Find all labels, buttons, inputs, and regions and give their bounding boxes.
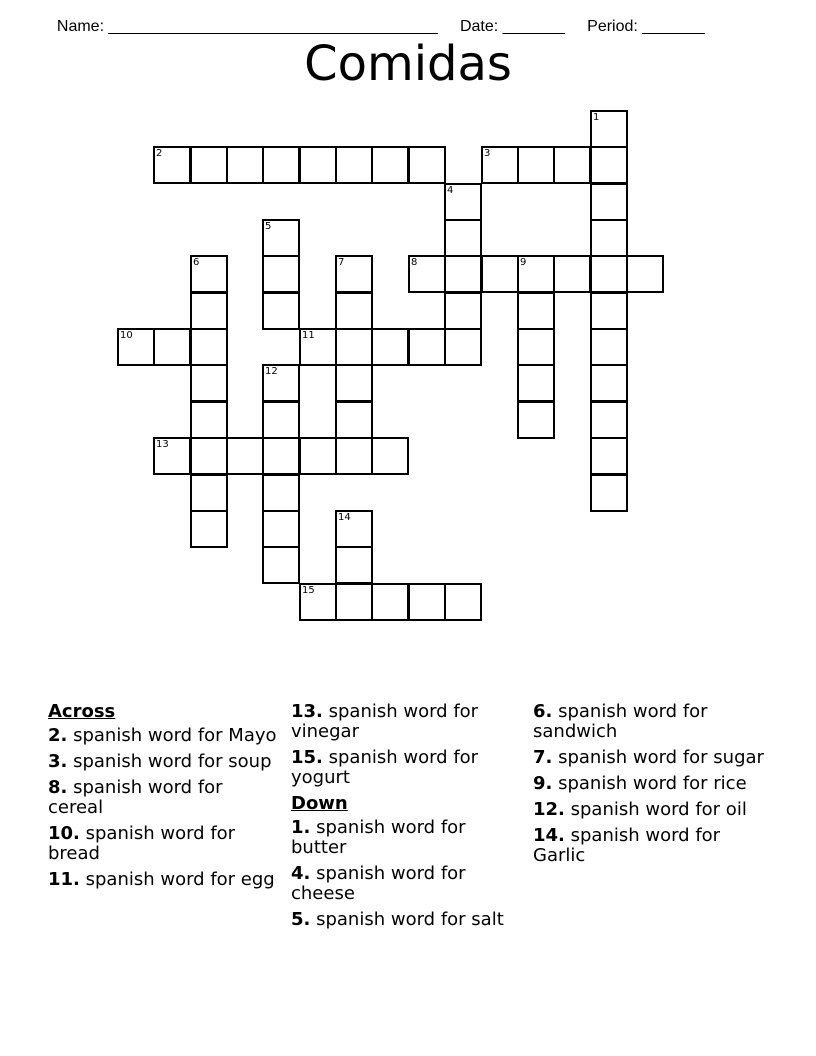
grid-cell[interactable] <box>262 474 300 512</box>
grid-cell[interactable] <box>299 146 337 184</box>
grid-cell[interactable] <box>444 183 482 221</box>
clue-number: 2. <box>48 725 68 746</box>
clue-number: 12. <box>533 799 565 820</box>
cell-number: 1 <box>593 112 600 123</box>
grid-cell[interactable] <box>335 146 373 184</box>
grid-cell[interactable] <box>262 510 300 548</box>
grid-cell[interactable] <box>190 328 228 366</box>
grid-cell[interactable] <box>517 328 555 366</box>
grid-cell[interactable] <box>226 146 264 184</box>
clue-text: spanish word for Mayo <box>67 725 277 746</box>
clue-number: 5. <box>291 909 311 930</box>
grid-cell[interactable] <box>262 437 300 475</box>
page-title: Comidas <box>304 36 512 92</box>
clue-number: 1. <box>291 817 311 838</box>
clues-column-3 <box>533 702 768 872</box>
grid-cell[interactable] <box>481 146 519 184</box>
clue-text: spanish word for rice <box>552 773 747 794</box>
grid-cell[interactable] <box>335 546 373 584</box>
grid-cell[interactable] <box>371 146 409 184</box>
grid-cell[interactable] <box>444 255 482 293</box>
name-field-label: Name: _____________________________________ <box>56 18 438 35</box>
clue-across-2 <box>48 726 278 746</box>
cell-number: 15 <box>302 585 315 596</box>
grid-cell[interactable] <box>153 437 191 475</box>
grid-cell[interactable] <box>371 583 409 621</box>
cell-number: 4 <box>447 185 454 196</box>
grid-cell[interactable] <box>190 364 228 402</box>
clue-number: 14. <box>533 825 565 846</box>
grid-cell[interactable] <box>408 583 446 621</box>
date-field-label: Date: _______ <box>459 18 565 35</box>
cell-number: 8 <box>411 257 418 268</box>
clue-text: spanish word for vinegar <box>291 701 479 742</box>
clue-text: spanish word for egg <box>79 869 275 890</box>
cell-number: 12 <box>265 366 278 377</box>
grid-cell[interactable] <box>262 255 300 293</box>
clue-down-14 <box>533 826 768 866</box>
clue-text: spanish word for salt <box>310 909 504 930</box>
grid-cell[interactable] <box>371 328 409 366</box>
grid-cell[interactable] <box>553 146 591 184</box>
clue-text: spanish word for sugar <box>552 747 764 768</box>
grid-cell[interactable] <box>408 255 446 293</box>
clue-across-15 <box>291 748 521 788</box>
grid-cell[interactable] <box>335 401 373 439</box>
clue-number: 7. <box>533 747 553 768</box>
clue-across-13 <box>291 702 521 742</box>
cell-number: 7 <box>338 257 345 268</box>
grid-cell[interactable] <box>262 364 300 402</box>
grid-cell[interactable] <box>408 328 446 366</box>
clue-text: spanish word for cereal <box>48 777 223 818</box>
grid-cell[interactable] <box>517 292 555 330</box>
clue-text: spanish word for soup <box>67 751 272 772</box>
grid-cell[interactable] <box>190 437 228 475</box>
cell-number: 14 <box>338 512 351 523</box>
grid-cell[interactable] <box>517 255 555 293</box>
grid-cell[interactable] <box>335 510 373 548</box>
grid-cell[interactable] <box>590 364 628 402</box>
period-field-label: Period: _______ <box>587 18 705 35</box>
clue-number: 13. <box>291 701 323 722</box>
clue-down-9 <box>533 774 768 794</box>
grid-cell[interactable] <box>590 437 628 475</box>
grid-cell[interactable] <box>590 146 628 184</box>
grid-cell[interactable] <box>481 255 519 293</box>
grid-cell[interactable] <box>153 146 191 184</box>
grid-cell[interactable] <box>590 219 628 257</box>
grid-cell[interactable] <box>444 583 482 621</box>
grid-cell[interactable] <box>262 546 300 584</box>
grid-cell[interactable] <box>335 364 373 402</box>
clue-number: 15. <box>291 747 323 768</box>
cell-number: 11 <box>302 330 315 341</box>
grid-cell[interactable] <box>190 510 228 548</box>
clue-text: spanish word for oil <box>564 799 747 820</box>
clue-down-7 <box>533 748 768 768</box>
down-heading: Down <box>291 793 348 814</box>
clue-number: 3. <box>48 751 68 772</box>
grid-cell[interactable] <box>444 328 482 366</box>
cell-number: 13 <box>156 439 169 450</box>
clue-down-12 <box>533 800 768 820</box>
clue-number: 9. <box>533 773 553 794</box>
clue-number: 4. <box>291 863 311 884</box>
clues-column-1 <box>48 702 278 896</box>
clue-text: spanish word for yogurt <box>291 747 479 788</box>
grid-cell[interactable] <box>117 328 155 366</box>
cell-number: 9 <box>520 257 527 268</box>
clue-number: 10. <box>48 823 80 844</box>
grid-cell[interactable] <box>262 219 300 257</box>
across-heading: Across <box>48 701 116 722</box>
grid-cell[interactable] <box>590 292 628 330</box>
grid-cell[interactable] <box>190 401 228 439</box>
grid-cell[interactable] <box>153 328 191 366</box>
grid-cell[interactable] <box>262 401 300 439</box>
cell-number: 3 <box>484 148 491 159</box>
grid-cell[interactable] <box>553 255 591 293</box>
grid-cell[interactable] <box>299 328 337 366</box>
clue-across-8 <box>48 778 278 818</box>
grid-cell[interactable] <box>408 146 446 184</box>
grid-cell[interactable] <box>262 292 300 330</box>
clue-text: spanish word for butter <box>291 817 466 858</box>
grid-cell[interactable] <box>190 255 228 293</box>
grid-cell[interactable] <box>517 401 555 439</box>
cell-number: 10 <box>120 330 133 341</box>
grid-cell[interactable] <box>371 437 409 475</box>
grid-cell[interactable] <box>190 146 228 184</box>
clue-across-10 <box>48 824 278 864</box>
cell-number: 5 <box>265 221 272 232</box>
clue-down-5 <box>291 910 521 930</box>
grid-cell[interactable] <box>262 146 300 184</box>
clue-number: 6. <box>533 701 553 722</box>
grid-cell[interactable] <box>226 437 264 475</box>
grid-cell[interactable] <box>590 401 628 439</box>
clues-column-2 <box>291 702 521 936</box>
clue-text: spanish word for Garlic <box>533 825 721 866</box>
grid-cell[interactable] <box>517 364 555 402</box>
grid-cell[interactable] <box>335 437 373 475</box>
clue-text: spanish word for bread <box>48 823 236 864</box>
grid-cell[interactable] <box>190 474 228 512</box>
grid-cell[interactable] <box>335 328 373 366</box>
grid-cell[interactable] <box>590 183 628 221</box>
cell-number: 2 <box>156 148 163 159</box>
grid-cell[interactable] <box>590 474 628 512</box>
grid-cell[interactable] <box>590 110 628 148</box>
grid-cell[interactable] <box>444 292 482 330</box>
grid-cell[interactable] <box>590 255 628 293</box>
clue-down-6 <box>533 702 768 742</box>
clue-down-4 <box>291 864 521 904</box>
clue-text: spanish word for cheese <box>291 863 466 904</box>
clue-down-1 <box>291 818 521 858</box>
grid-cell[interactable] <box>299 437 337 475</box>
grid-cell[interactable] <box>299 583 337 621</box>
grid-cell[interactable] <box>335 255 373 293</box>
cell-number: 6 <box>193 257 200 268</box>
grid-cell[interactable] <box>335 583 373 621</box>
clue-number: 11. <box>48 869 80 890</box>
grid-cell[interactable] <box>190 292 228 330</box>
grid-cell[interactable] <box>335 292 373 330</box>
clue-number: 8. <box>48 777 68 798</box>
clue-across-3 <box>48 752 278 772</box>
grid-cell[interactable] <box>517 146 555 184</box>
clue-text: spanish word for sandwich <box>533 701 708 742</box>
clue-across-11 <box>48 870 278 890</box>
grid-cell[interactable] <box>626 255 664 293</box>
grid-cell[interactable] <box>444 219 482 257</box>
grid-cell[interactable] <box>590 328 628 366</box>
